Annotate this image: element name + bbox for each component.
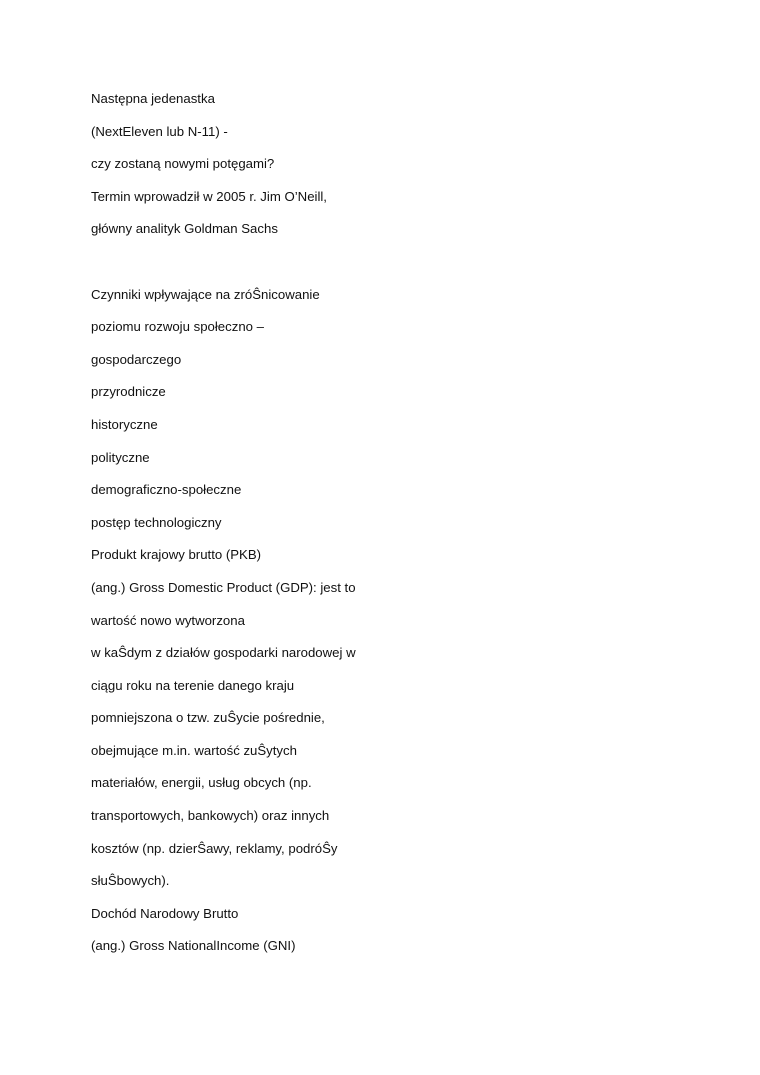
pkb-definition-line: ciągu roku na terenie danego kraju	[91, 677, 295, 693]
pkb-title: Produkt krajowy brutto (PKB)	[91, 547, 262, 563]
pkb-definition-line: słuŜbowych).	[91, 873, 170, 889]
factors-title-line-2: poziomu rozwoju społeczno –	[91, 319, 264, 335]
factor-item: historyczne	[91, 416, 158, 432]
factors-title-line-1: Czynniki wpływające na zróŜnicowanie	[91, 286, 320, 302]
document-body	[91, 89, 691, 969]
heading-line-1: Następna jedenastka	[91, 91, 215, 106]
dnb-english-name: (ang.) Gross NationalIncome (GNI)	[91, 938, 296, 954]
pkb-definition-line: w kaŜdym z działów gospodarki narodowej w	[91, 645, 356, 661]
pkb-definition-line: materiałów, energii, usług obcych (np.	[91, 775, 312, 791]
pkb-definition-line: obejmujące m.in. wartość zuŜytych	[91, 742, 297, 758]
pkb-definition-line: pomniejszona o tzw. zuŜycie pośrednie,	[91, 710, 325, 726]
factor-item: postęp technologiczny	[91, 514, 222, 530]
pkb-definition-line: kosztów (np. dzierŜawy, reklamy, podróŜy	[91, 840, 338, 856]
heading-line-3: czy zostaną nowymi potęgami?	[91, 156, 275, 172]
pkb-definition-line: wartość nowo wytworzona	[91, 612, 245, 628]
dnb-title: Dochód Narodowy Brutto	[91, 905, 239, 921]
blank-line	[91, 252, 691, 285]
pkb-definition-line: transportowych, bankowych) oraz innych	[91, 808, 330, 824]
heading-line-2: (NextEleven lub N-11) -	[91, 123, 228, 139]
factors-title-line-3: gospodarczego	[91, 351, 182, 367]
factor-item: polityczne	[91, 449, 150, 465]
intro-line-2: główny analityk Goldman Sachs	[91, 221, 278, 237]
intro-line-1: Termin wprowadził w 2005 r. Jim O’Neill,	[91, 188, 327, 204]
pkb-definition-line: (ang.) Gross Domestic Product (GDP): jest to	[91, 579, 356, 595]
factor-item: demograficzno-społeczne	[91, 482, 242, 498]
factor-item: przyrodnicze	[91, 384, 166, 400]
